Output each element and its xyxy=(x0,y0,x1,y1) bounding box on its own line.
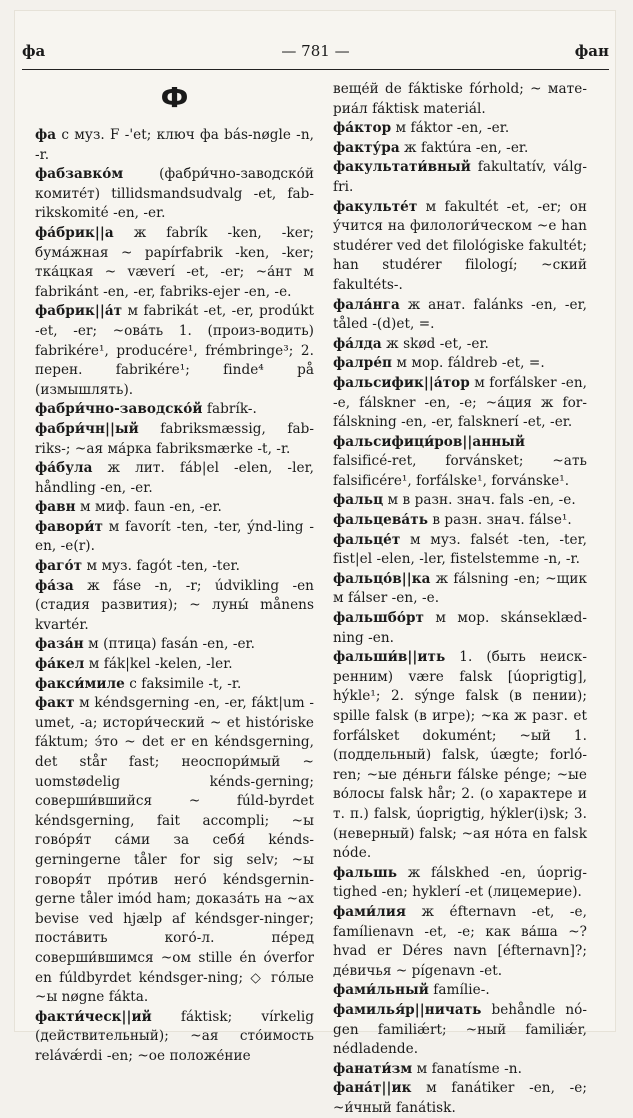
entry-headword: фальц xyxy=(333,492,384,509)
entry-headword: фабрик||а́т xyxy=(35,303,123,320)
dictionary-entry xyxy=(333,374,587,433)
entry-headword: фавн xyxy=(35,499,76,516)
entry-definition: м муз. fagót -ten, -ter. xyxy=(82,558,240,575)
entry-definition: ж fálskhed -en, úoprig-tighed -en; hyklerí -et (лицемерие). xyxy=(333,864,587,901)
dictionary-entry xyxy=(35,224,314,302)
dictionary-entry xyxy=(35,557,314,577)
entry-definition: ж faktúra -en, -er. xyxy=(399,139,529,156)
entry-headword: факт xyxy=(35,695,75,712)
dictionary-entry xyxy=(333,354,587,374)
dictionary-entry xyxy=(333,609,587,648)
dictionary-entry xyxy=(333,198,587,296)
dictionary-entry xyxy=(333,981,587,1001)
entry-headword: фала́нга xyxy=(333,296,400,313)
dictionary-entry xyxy=(333,570,587,609)
dictionary-entry xyxy=(35,675,314,695)
entry-definition: ж анат. falánks -en, -er, tåled -(d)et, =. xyxy=(333,296,587,333)
right-column xyxy=(333,80,587,1118)
page-number: — 781 — xyxy=(281,42,350,60)
entry-headword: фальцо́в||ка xyxy=(333,570,431,587)
entry-definition: м fakultét -et, -er; он у́чится на филологи́ческом ~е han studérer ved det filológiske fakultét; han studérer filologí; ~ский fakultéts-. xyxy=(333,198,587,293)
right-entries xyxy=(333,80,587,1118)
entry-definition: (фабри́чно-заводско́й комите́т) tillidsmandsudvalg -et, fab-rikskomité -en, -er. xyxy=(35,166,314,222)
left-entries xyxy=(35,126,314,1067)
entry-definition: ж skød -et, -er. xyxy=(381,335,489,352)
entry-definition: ж fáse -n, -r; údvikling -en (стадия развития); ~ луны́ månens kvartér. xyxy=(35,577,314,633)
dictionary-entry xyxy=(35,302,314,400)
entry-headword: фабзавко́м xyxy=(35,166,124,183)
dictionary-entry xyxy=(333,139,587,159)
entry-headword: фальсифик||а́тор xyxy=(333,374,470,391)
entry-definition: behåndle nó-gen familiǽrt; ~ный familiǽr, nédladende. xyxy=(333,1001,587,1058)
entry-definition: fáktisk; vírkelig (действительный); ~ая сто́имость relávǽrdi -en; ~ое положе́ние xyxy=(35,1008,314,1064)
entry-definition: веще́й de fáktiske fórhold; ~ мате-риа́л fáktisk materiál. xyxy=(333,81,587,117)
entry-definition: в разн. знач. fálse¹. xyxy=(427,512,572,529)
entry-headword: фабри́чн||ый xyxy=(35,420,139,437)
entry-definition: ж fabrík -ken, -ker; бума́жная ~ papírfabrik -ken, -ker; тка́цкая ~ væverí -et, -er; ~а́нт м fabrikánt -en, -er, fabriks-ejer -en, -e. xyxy=(35,224,314,300)
entry-headword: факти́ческ||ий xyxy=(35,1008,152,1025)
entry-headword: фаго́т xyxy=(35,558,83,575)
entry-definition: ж éfternavn -et, -e, famílienavn -et, -e; как ва́ша ~? hvad er Déres navn [éfternavn]?; де́вичья ~ pígenavn -et. xyxy=(333,903,587,979)
entry-headword: фа́брик||а xyxy=(35,224,114,241)
entry-headword: фами́льный xyxy=(333,982,429,999)
header-rule xyxy=(22,69,609,70)
dictionary-entry xyxy=(35,165,314,224)
dictionary-entry xyxy=(35,694,314,1008)
entry-definition: м fanatísme -n. xyxy=(412,1060,522,1077)
dictionary-entry xyxy=(333,648,587,864)
running-header xyxy=(22,42,609,68)
entry-headword: факультати́вный xyxy=(333,159,471,176)
dictionary-entry xyxy=(35,126,314,165)
dictionary-entry xyxy=(333,1001,587,1060)
dictionary-entry xyxy=(333,80,587,119)
dictionary-entry xyxy=(35,420,314,459)
dictionary-entry xyxy=(333,335,587,355)
entry-headword: фанати́зм xyxy=(333,1060,413,1077)
entry-definition: м forfálsker -en, -e, fálskner -en, -e; ~а́ция ж for-fálskning -en, -er, falsknerí -et, -er. xyxy=(333,374,587,431)
dictionary-entry xyxy=(35,635,314,655)
entry-definition: м fanátiker -en, -e; ~и́чный fanátisk. xyxy=(333,1080,587,1116)
entry-headword: фа́була xyxy=(35,460,93,477)
dictionary-entry xyxy=(35,1008,314,1067)
entry-definition: м мор. skánseklæd-ning -en. xyxy=(333,610,587,646)
entry-definition: ж fálsning -en; ~щик м fálser -en, -e. xyxy=(333,570,587,607)
entry-definition: м fák|kel -kelen, -ler. xyxy=(84,656,233,673)
entry-headword: фалре́п xyxy=(333,355,393,372)
entry-headword: фа́за xyxy=(35,577,74,594)
dictionary-entry xyxy=(333,119,587,139)
dictionary-entry xyxy=(333,158,587,197)
left-guide-word: фа xyxy=(22,42,46,60)
dictionary-entry xyxy=(333,1079,587,1118)
entry-headword: фа́лда xyxy=(333,335,382,352)
entry-headword: фальшь xyxy=(333,864,398,881)
entry-headword: факульте́т xyxy=(333,198,418,215)
entry-definition: fabriksmæssig, fab-riks-; ~ая ма́рка fabriksmærke -t, -r. xyxy=(35,420,314,457)
dictionary-entry xyxy=(35,518,314,557)
entry-headword: фа xyxy=(35,127,57,143)
entry-headword: фами́лия xyxy=(333,903,407,920)
entry-headword: фальши́в||ить xyxy=(333,649,446,666)
entry-headword: фальсифици́ров||анный xyxy=(333,433,526,450)
entry-definition: м миф. faun -en, -er. xyxy=(75,499,222,516)
dictionary-entry xyxy=(333,903,587,981)
entry-definition: м муз. falsét -ten, -ter, fist|el -elen, -ler, fistelstemme -n, -r. xyxy=(333,531,587,568)
entry-definition: м favorít -ten, -ter, ýnd-ling -en, -e(r). xyxy=(35,518,314,555)
entry-headword: факту́ра xyxy=(333,139,400,156)
entry-headword: фальцева́ть xyxy=(333,512,428,529)
entry-headword: фамилья́р||ничать xyxy=(333,1001,482,1018)
entry-definition: 1. (быть неиск-ренним) være falsk [úoprigtig], hýkle¹; 2. sýnge falsk (в пении); spille falsk (в игре); ~ка ж разг. et forfálsket dokumént; ~ый 1. (поддельный) falsk, úægte; forló-ren; ~ые де́ньги fálske pénge; ~ые во́лосы falsk hår; 2. (о характере и т. п.) falsk, úoprigtig, hýkler(i)sk; 3. (неверный) falsk; ~ая но́та en falsk nóde. xyxy=(333,649,587,862)
entry-definition: с муз. F -'et; ключ фа bás-nøgle -n, -r. xyxy=(35,127,314,163)
entry-headword: фаза́н xyxy=(35,636,84,653)
right-guide-word: фан xyxy=(574,42,609,60)
entry-definition: ж лит. fáb|el -elen, -ler, håndling -en, -er. xyxy=(35,460,314,496)
entry-definition: famílie-. xyxy=(428,982,490,999)
entry-definition: м kéndsgerning -en, -er, fákt|um -umet, -a; истори́ческий ~ et históriske fáktum; э́то ~ det er en kéndsgerning, det står fast; неоспори́мый ~ uomstødelig kénds-gerning; соверши́вшийся ~ fúld-byrdet kéndsgerning, fait accompli; ~ы гово́ря́т са́ми за себя́ kénds-gerningerne tåler for sig selv; ~ы говоря́т про́тив него́ kéndsgernin-gerne tåler imód ham; доказа́ть на ~ax bevise ved hjælp af kéndsger-ninger; поста́вить кого́-л. пе́ред соверши́вшимся ~ом stille én óverfor en fúldbyrdet kéndsger-ning; ◇ го́лые ~ы nøgne fákta. xyxy=(35,695,314,1006)
dictionary-entry xyxy=(333,864,587,903)
entry-headword: факси́миле xyxy=(35,675,125,692)
entry-definition: м fabrikát -et, -er, prodúkt -et, -er; ~ова́ть 1. (произ-водить) fabrikére¹, producére¹, frémbringe³; 2. перен. fabrikére¹; finde⁴ på (измышлять). xyxy=(35,303,314,398)
entry-headword: фальце́т xyxy=(333,531,401,548)
dictionary-entry xyxy=(333,1060,587,1080)
entry-definition: fakultatív, válg-fri. xyxy=(333,159,587,195)
dictionary-entry xyxy=(35,459,314,498)
dictionary-entry xyxy=(333,531,587,570)
entry-headword: фавори́т xyxy=(35,518,103,535)
entry-headword: фа́кел xyxy=(35,656,85,673)
left-column xyxy=(35,80,314,1067)
entry-definition: м мор. fáldreb -et, =. xyxy=(392,355,545,372)
dictionary-entry xyxy=(35,655,314,675)
dictionary-entry xyxy=(333,511,587,531)
entry-headword: фана́т||ик xyxy=(333,1080,412,1097)
entry-definition: fabrík-. xyxy=(202,401,257,418)
section-letter: Ф xyxy=(160,81,189,114)
entry-headword: фальшбо́рт xyxy=(333,610,424,627)
entry-definition: м fáktor -en, -er. xyxy=(391,120,510,137)
dictionary-entry xyxy=(35,577,314,636)
entry-definition: с faksimile -t, -r. xyxy=(124,675,242,692)
dictionary-entry xyxy=(35,400,314,420)
dictionary-entry xyxy=(333,433,587,492)
dictionary-entry xyxy=(333,491,587,511)
entry-definition: falsificé-ret, forvánsket; ~ать falsificére¹, forfálske¹, forvánske¹. xyxy=(333,453,587,489)
dictionary-entry xyxy=(35,498,314,518)
dictionary-entry xyxy=(333,296,587,335)
entry-definition: м (птица) fasán -en, -er. xyxy=(83,636,255,653)
entry-definition: м в разн. знач. fals -en, -e. xyxy=(383,492,576,509)
entry-headword: фа́ктор xyxy=(333,120,392,137)
entry-headword: фабри́чно-заводско́й xyxy=(35,401,203,418)
